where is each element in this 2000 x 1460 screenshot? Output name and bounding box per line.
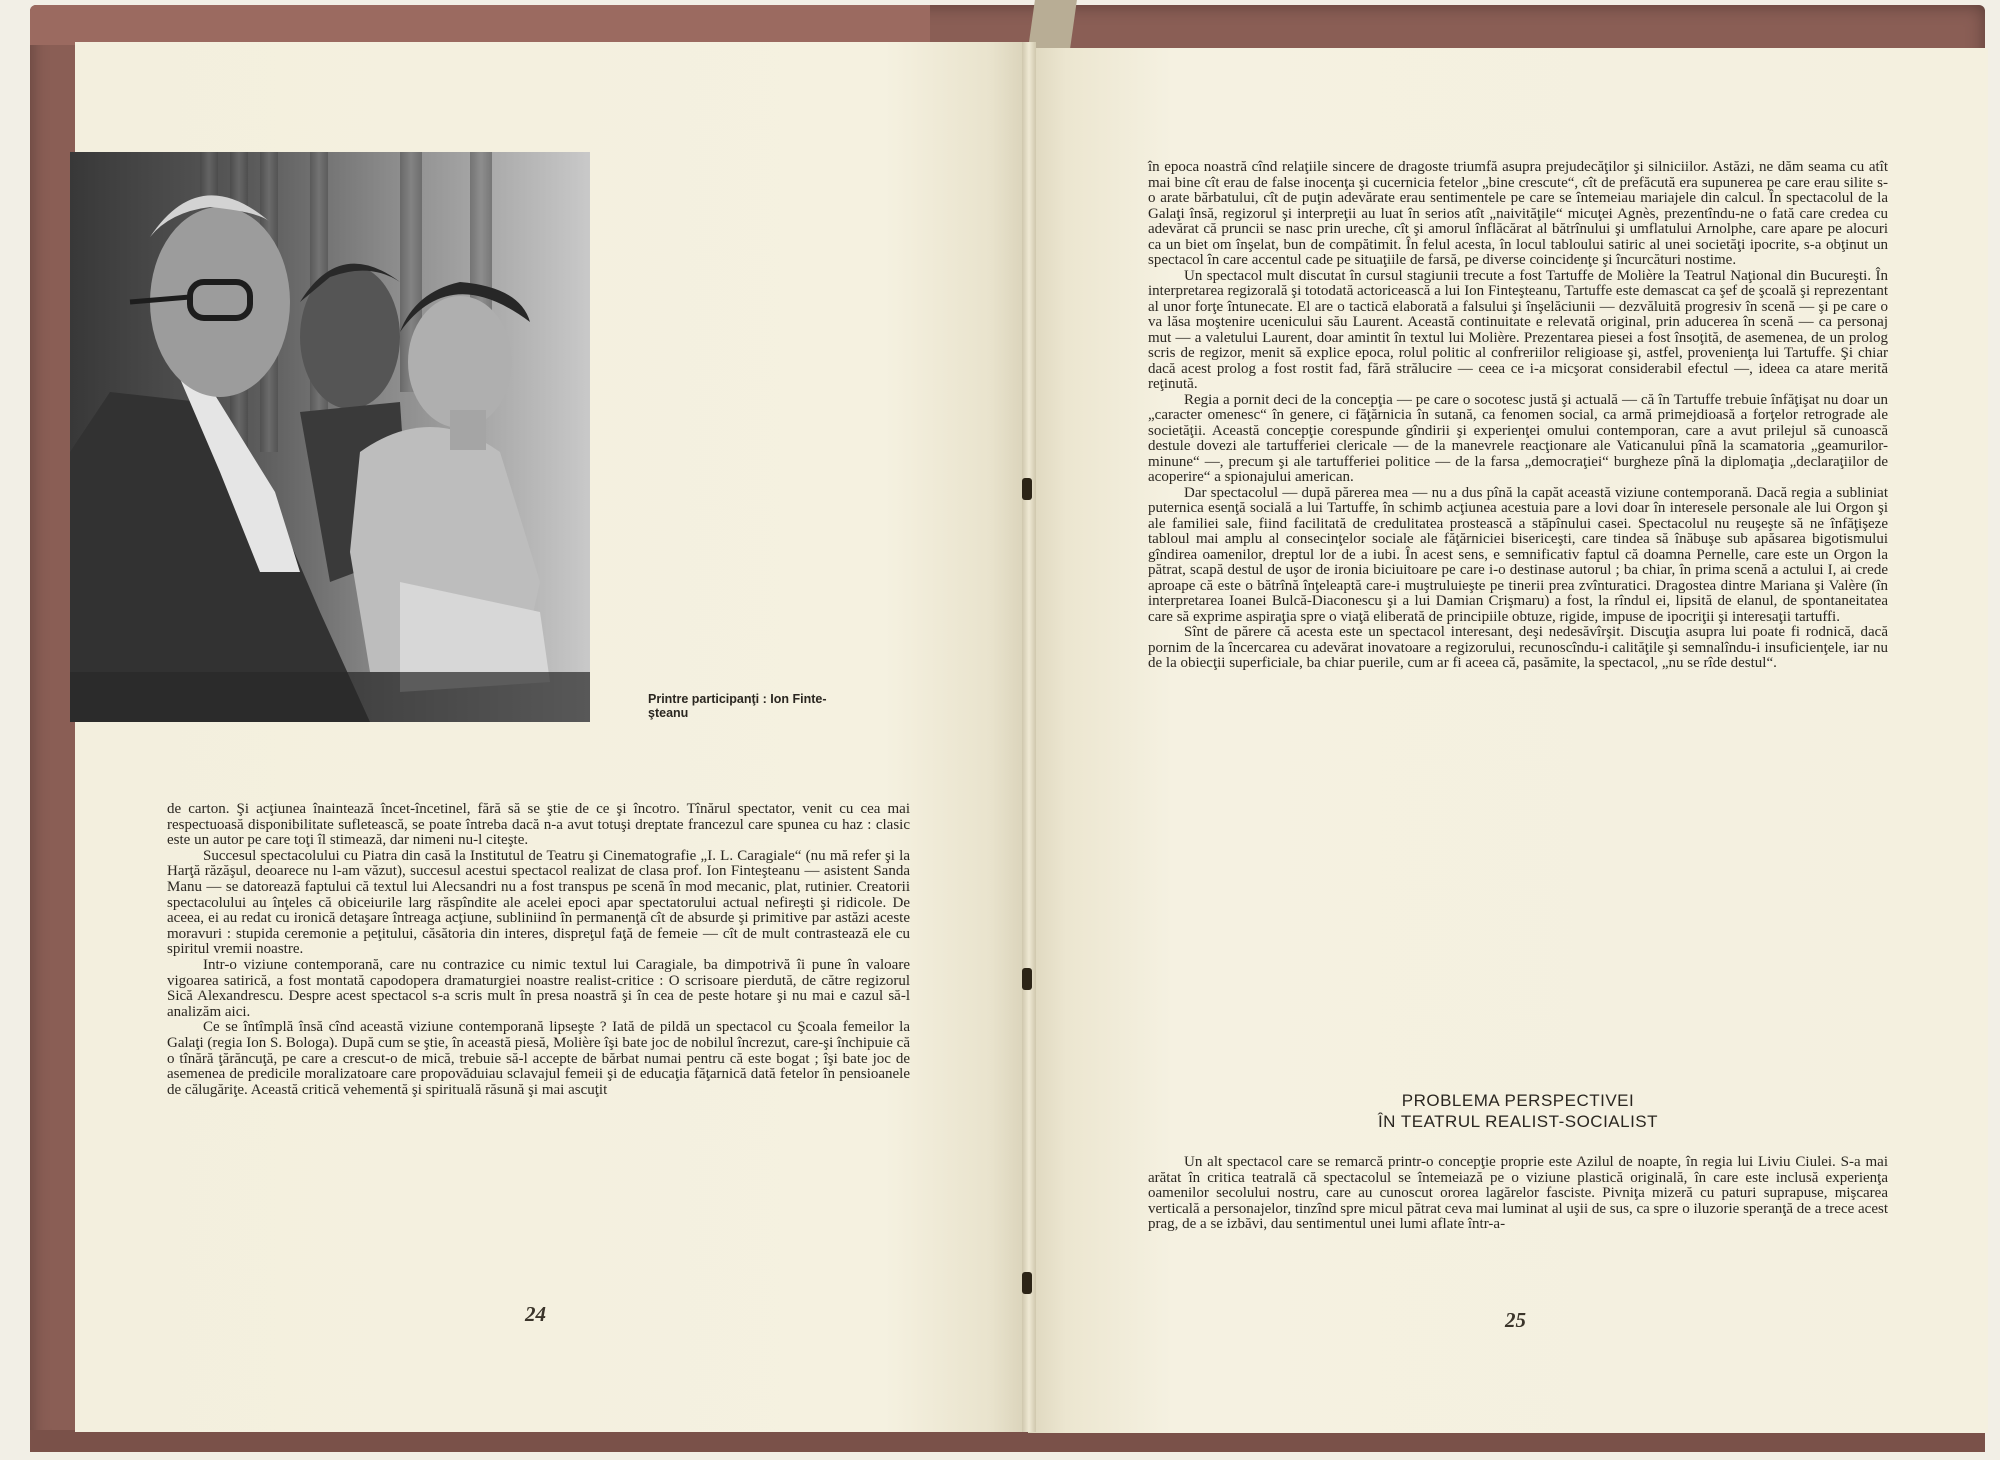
page-number-left: 24 [525,1302,546,1326]
paragraph: Intr-o viziune contemporană, care nu contrazice cu nimic textul lui Caragiale, ba dimpotrivă îi pune în valoare vigoarea satirică, a fost montată capodopera dramaturgiei noastre realist-critice : O scrisoare pierdută, de către regizorul Sică Alexandrescu. Despre acest spectacol s-a scris mult în presa noastră şi în cea de peste hotare şi nu mai e cazul să-l analizăm aici. [167,956,910,1020]
paragraph: Un alt spectacol care se remarcă printr-o concepţie proprie este Azilul de noapte, în regia lui Liviu Ciulei. S-a mai arătat în critica teatrală că spectacolul se întemeiază pe o viziune plastică originală, în care este inclusă experienţa oamenilor secolului nostru, care au cunoscut ororea lagărelor fasciste. Pivniţa mizeră cu paturi suprapuse, mişcarea verticală a personajelor, tinzînd spre micul pătrat ceva mai luminat al uşii de sus, ca spre o iluzorie speranţă de a trece acest prag, de a se izbăvi, dau sentimentul unei lumi aflate într-a- [1148,1154,1888,1233]
section-heading [1148,1090,1888,1132]
photo-caption: Printre participanţi : Ion Finte- şteanu [648,692,827,720]
binding-stitch [1022,1272,1032,1294]
paragraph: Dar spectacolul — după părerea mea — nu a dus pînă la capăt această viziune contemporană. Dacă regia a subliniat puternica esenţă socială a lui Tartuffe, în schimb acţiunea acestuia pare a lovi doar în interesele personale ale lui Orgon şi ale familiei sale, fiind facilitată de credulitatea prostească a stăpînului casei. Spectacolul nu reuşeşte să ne înfăţişeze tabloul mai amplu al consecinţelor sociale ale făţărniciei bisericeşti, care tindea să înăbuşe sub apăsarea bigotismului gîndirea oamenilor, dreptul lor de a iubi. În acest sens, e semnificativ faptul că doamna Pernelle, care este un Orgon la pătrat, scapă destul de uşor de ironia biciuitoare pe care i-o destinase autorul ; ba chiar, în prima scenă a actului I, ai crede aproape că este o bătrînă înţeleaptă care-i muştruluieşte pe tinerii prea zvînturatici. Dragostea dintre Mariana şi Valère (în interpretarea Ioanei Bulcă-Diaconescu şi a lui Damian Crişmaru) a fost, la rîndul ei, lipsită de elanul, de spontaneitatea care să exprime aspiraţia spre o viaţă eliberată de principiile obtuze, rigide, impuse de ipocriţii şi interesaţii tartuffi. [1148,484,1888,625]
paragraph: Succesul spectacolului cu Piatra din casă la Institutul de Teatru şi Cinematografie „I. L. Caragiale“ (nu mă refer şi la Harţă răzăşul, deoarece nu l-am văzut), succesul acestui spectacol realizat de clasa prof. Ion Finteşteanu — asistent Sanda Manu — se datorează faptului că textul lui Alecsandri nu a fost transpus pe scenă în mod mecanic, plat, rutinier. Creatorii spectacolului au înţeles că obiceiurile larg răspîndite ale acelei epoci apar spectatorului actual nefireşti şi ridicole. De aceea, ei au redat cu ironică detaşare întreaga acţiune, subliniind în permanenţă cît de absurde şi primitive par astăzi aceste moravuri : stupida ceremonie a peţitului, căsătoria din interes, dispreţul faţă de femeie — cît de mult contrastează ele cu spiritul vremii noastre. [167,847,910,958]
photo-participants [70,152,590,722]
paragraph: Ce se întîmplă însă cînd această viziune contemporană lipseşte ? Iată de pildă un spectacol cu Şcoala femeilor la Galaţi (regia Ion S. Bologa). După cum se ştie, în această piesă, Molière îşi bate joc de nobilul încrezut, care-şi închipuie că o tînără ţărăncuţă, pe care a crescut-o de mică, trebuie să-l accepte de bărbat numai pentru că este bogat ; îşi bate joc de asemenea de predicile moralizatoare care propovăduiau sclavajul femeii şi de educaţia făţarnică dată fetelor în pensioanele de călugăriţe. Această critică vehementă şi spirituală răsună şi mai ascuţit [167,1019,910,1098]
paragraph: de carton. Şi acţiunea înaintează încet-încetinel, fără să se ştie de ce şi încotro. Tînărul spectator, venit cu cea mai respectuoasă disponibilitate sufletească, se poate întreba dacă n-a avut totuşi dreptate francezul care spunea cu haz : clasic este un autor pe care toţi îl stimează, dar nimeni nu-l citeşte. [167,801,910,849]
cover-edge [30,5,930,45]
section-heading-line: PROBLEMA PERSPECTIVEI [1401,1091,1635,1110]
binding-stitch [1022,478,1032,500]
photo-illustration [70,152,590,722]
left-page-body [167,802,910,1098]
right-page-body [1148,160,1888,672]
paragraph: Regia a pornit deci de la concepţia — pe care o socotesc justă şi actuală — că în Tartuffe trebuie înfăţişat nu doar un „caracter omenesc“ în genere, ci făţărnicia în sutană, ca fenomen social, ca armă primejdioasă a forţelor retrograde ale societăţii. Această concepţie corespunde gîndirii şi experienţei omului contemporan, care a avut prilejul să cunoască destule dovezi ale tartufferiei clericale — de la manevrele reacţionare ale Vaticanului pînă la scamatoria „geamurilor-minune“ —, precum şi ale tartufferiei politice — de la farsa „democraţiei“ burgheze pînă la diplomaţia „declaraţiilor de acoperire“ a spionajului american. [1148,391,1888,485]
page-number-right: 25 [1505,1308,1526,1332]
cover-bottom-edge [30,1430,1985,1452]
section-heading-line: ÎN TEATRUL REALIST-SOCIALIST [1377,1112,1659,1131]
paragraph: Un spectacol mult discutat în cursul stagiunii trecute a fost Tartuffe de Molière la Teatrul Naţional din Bucureşti. În interpretarea regizorală şi totodată actoricească a lui Ion Finteşteanu, Tartuffe este demascat ca şef de şcoală şi reprezentant al unor forţe întunecate. El are o tactică elaborată a falsului şi înşelăciunii — dezvăluită progresiv în scenă — şi pe care o va lăsa moştenire ucenicului său Laurent. Această continuitate e relevată original, prin aducerea în scenă — ca personaj mut — a valetului Laurent, doar amintit în textul lui Molière. Prezentarea piesei a fost însoţită, de asemenea, de un prolog scris de regizor, menit să explice epoca, rolul politic al confreriilor religioase şi, astfel, provenienţa lui Tartuffe. Şi chiar dacă acest prolog a fost rostit fad, fără strălucire — ceea ce i-a micşorat considerabil efectul —, ideea ca atare merită reţinută. [1148,267,1888,392]
book-gutter [1022,42,1036,1432]
binding-stitch [1022,968,1032,990]
right-page-body-continued [1148,1155,1888,1233]
paragraph: în epoca noastră cînd relaţiile sincere de dragoste triumfă asupra prejudecăţilor şi silniciilor. Astăzi, ne dăm seama cu atît mai bine cît erau de false inocenţa şi cucernicia fetelor „bine crescute“, cît de prefăcută era supunerea pe care erau silite s-o arate bărbatului, cît de puţin adevărate erau sentimentele pe care se întemeiau mariajele din calcul. În spectacolul de la Galaţi însă, regizorul şi interpreţii au luat în serios atît „naivităţile“ micuţei Agnès, prezentîndu-ne o fată care credea cu adevărat că pruncii se nasc prin ureche, cît şi amorul înflăcărat al bătrînului şi umflatului Arnolphe, care apare pe alocuri ca un biet om înşelat, bun de compătimit. În felul acesta, în locul tabloului satiric al unei societăţi ipocrite, s-a obţinut un spectacol în care accentul cade pe situaţiile de farsă, pe diverse coincidenţe şi încurcături nostime. [1148,159,1888,268]
paragraph: Sînt de părere că acesta este un spectacol interesant, deşi nedesăvîrşit. Discuţia asupra lui poate fi rodnică, dacă pornim de la încercarea cu adevărat inovatoare a regizorului, recunoscîndu-i calităţile şi semnalîndu-i insuficienţele, iar nu de la obiecţii superficiale, ba chiar puerile, cum ar fi aceea că, pasămite, la spectacol, „nu se rîde destul“. [1148,624,1888,671]
